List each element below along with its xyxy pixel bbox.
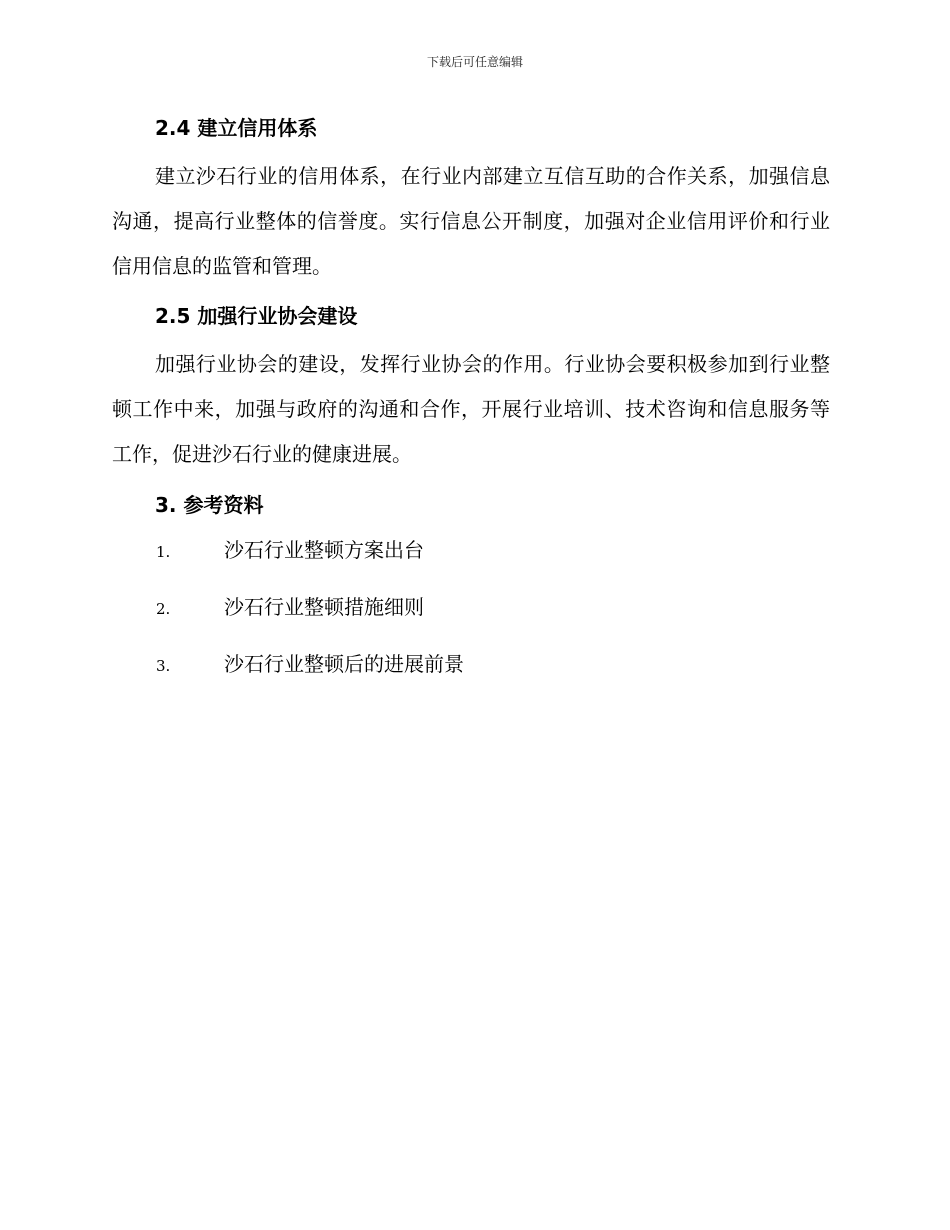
page-header-note: 下载后可任意编辑 (426, 55, 523, 69)
section-heading-2-5: 2.5 加强行业协会建设 (155, 304, 358, 328)
reference-item (112, 648, 830, 705)
reference-text: 沙石行业整顿措施细则 (224, 595, 424, 619)
reference-text: 沙石行业整顿后的进展前景 (224, 652, 464, 676)
reference-text: 沙石行业整顿方案出台 (224, 538, 424, 562)
section-heading-2-4: 2.4 建立信用体系 (155, 116, 318, 140)
reference-number: 2. (156, 600, 171, 618)
references-heading: 3. 参考资料 (155, 493, 264, 517)
section-paragraph-2-5: 加强行业协会的建设，发挥行业协会的作用。行业协会要积极参加到行业整顿工作中来，加强与政府的沟通和合作，开展行业培训、技术咨询和信息服务等工作，促进沙石行业的健康进展。 (112, 352, 830, 466)
document-body (112, 112, 830, 705)
references-list (112, 534, 830, 705)
reference-number: 1. (156, 543, 171, 561)
reference-number: 3. (156, 657, 171, 675)
section-paragraph-2-4: 建立沙石行业的信用体系，在行业内部建立互信互助的合作关系，加强信息沟通，提高行业整体的信誉度。实行信息公开制度，加强对企业信用评价和行业信用信息的监管和管理。 (112, 164, 830, 278)
reference-item (112, 534, 830, 591)
reference-item (112, 591, 830, 648)
